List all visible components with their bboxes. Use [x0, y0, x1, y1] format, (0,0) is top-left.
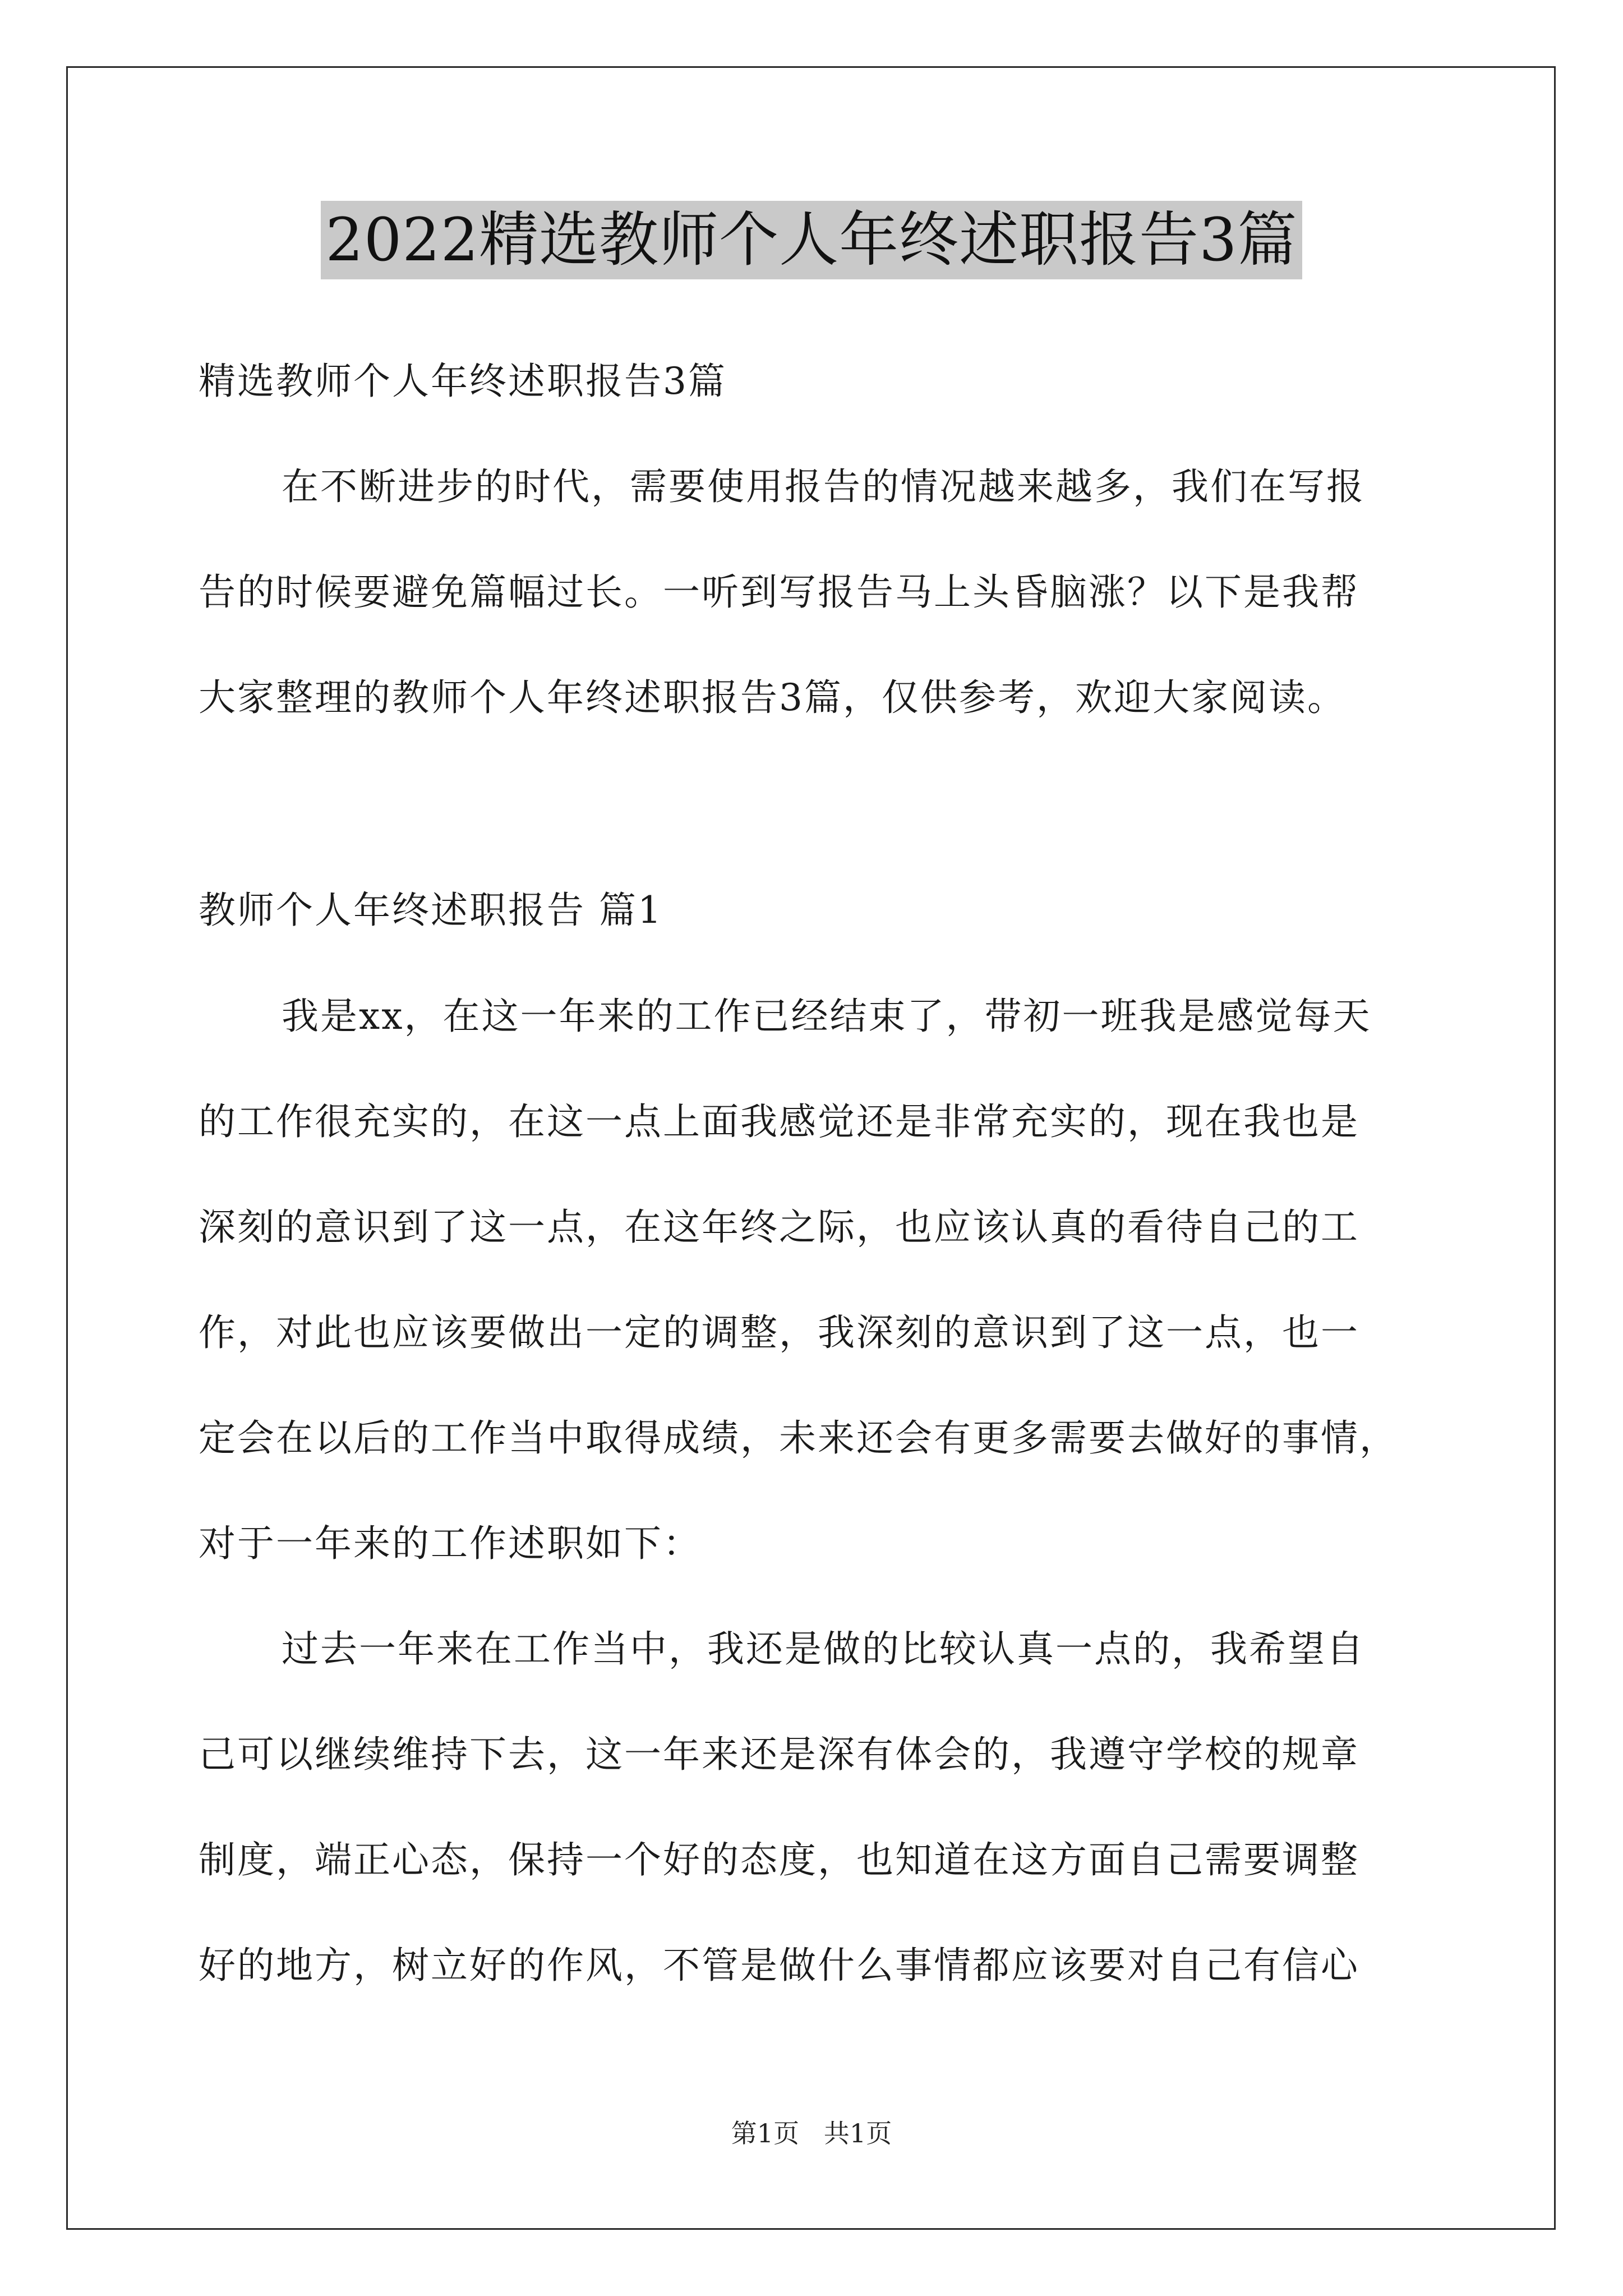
subtitle-line: 精选教师个人年终述职报告3篇 [199, 360, 727, 403]
body-line-3: 深刻的意识到了这一点，在这年终之际，也应该认真的看待自己的工 [199, 1205, 1359, 1249]
body-line-10: 好的地方，树立好的作风，不管是做什么事情都应该要对自己有信心 [199, 1944, 1359, 1987]
body-line-6: 对于一年来的工作述职如下： [199, 1522, 702, 1565]
body-line-2: 的工作很充实的，在这一点上面我感觉还是非常充实的，现在我也是 [199, 1100, 1359, 1143]
body-line-9: 制度，端正心态，保持一个好的态度，也知道在这方面自己需要调整 [199, 1838, 1359, 1881]
title-container [0, 201, 1623, 279]
document-title: 2022精选教师个人年终述职报告3篇 [321, 201, 1302, 279]
intro-line-1: 在不断进步的时代，需要使用报告的情况越来越多，我们在写报 [282, 465, 1365, 508]
body-line-4: 作，对此也应该要做出一定的调整，我深刻的意识到了这一点，也一 [199, 1311, 1359, 1354]
intro-line-2: 告的时候要避免篇幅过长。一听到写报告马上头昏脑涨？以下是我帮 [199, 570, 1359, 614]
page-footer: 第1页 共1页 [731, 2118, 892, 2148]
body-line-8: 己可以继续维持下去，这一年来还是深有体会的，我遵守学校的规章 [199, 1733, 1359, 1776]
section-heading-1: 教师个人年终述职报告 篇1 [199, 889, 663, 932]
body-line-5: 定会在以后的工作当中取得成绩，未来还会有更多需要去做好的事情， [199, 1416, 1398, 1460]
intro-line-3: 大家整理的教师个人年终述职报告3篇，仅供参考，欢迎大家阅读。 [199, 676, 1346, 719]
body-line-7: 过去一年来在工作当中，我还是做的比较认真一点的，我希望自 [282, 1627, 1365, 1671]
body-line-1: 我是xx，在这一年来的工作已经结束了，带初一班我是感觉每天 [282, 995, 1372, 1038]
